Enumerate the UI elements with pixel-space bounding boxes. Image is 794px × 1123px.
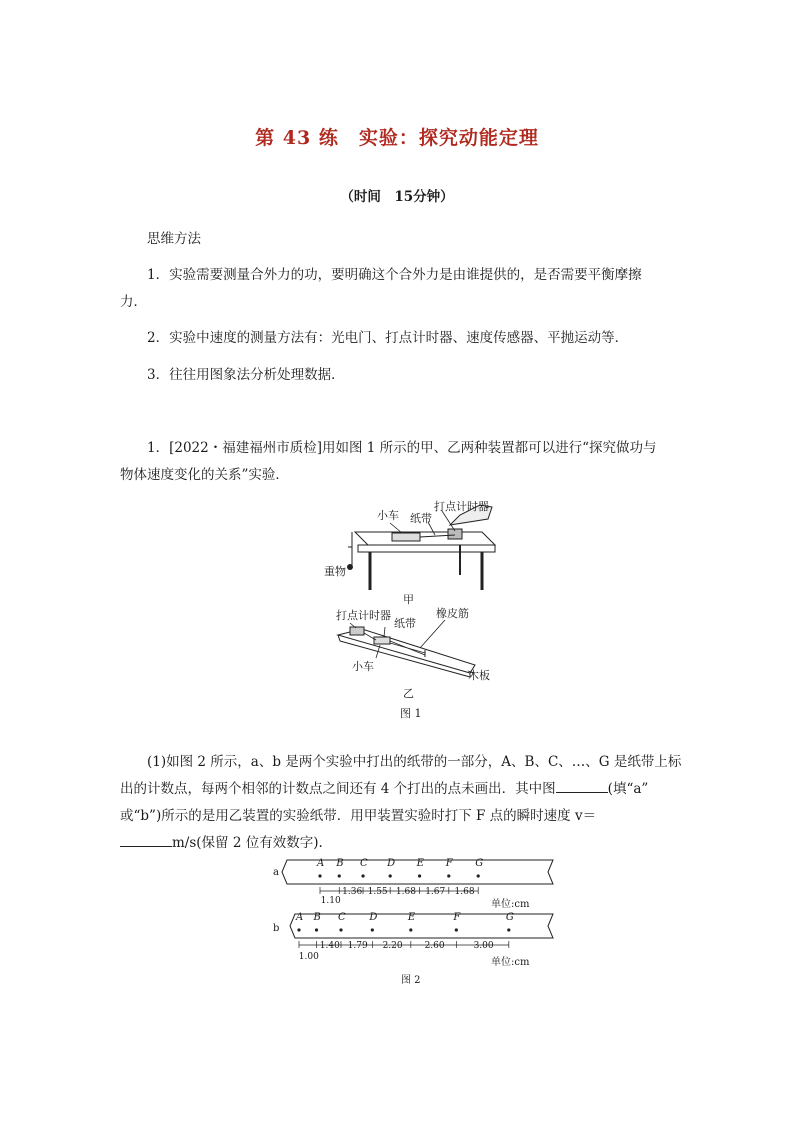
tape-a-label: a [273,867,279,878]
method-item-2: 2．实验中速度的测量方法有：光电门、打点计时器、速度传感器、平抛运动等． [147,330,629,346]
point-label: F [445,858,453,869]
tape-point [447,874,450,877]
tape-b-unit: 单位:cm [491,957,530,968]
tape-point [297,928,300,931]
interval-label: 1.10 [320,896,341,906]
point-label: C [338,912,346,923]
tape-b [273,912,553,968]
methods-heading: 思维方法 [147,231,201,247]
interval-label: 2.60 [424,941,445,951]
method-item-1-cont: 力． [120,294,147,310]
point-label: G [475,858,484,869]
label-tape-yi: 纸带 [394,617,416,630]
tape-b-label: b [273,923,280,934]
method-item-3: 3．往往用图象法分析处理数据． [147,367,345,383]
subq1-line-2-tail: (填“a” [607,781,649,797]
figure-2 [265,850,565,990]
label-timer-yi: 打点计时器 [336,609,391,622]
label-rubber: 橡皮筋 [436,607,469,620]
tape-a [273,858,553,910]
point-label: F [453,912,461,923]
interval-label: 1.79 [347,941,368,951]
figure-2-caption: 图 2 [401,975,421,986]
caption-yi: 乙 [403,687,414,700]
page-title: 第 43 练 实验：探究动能定理 [255,127,539,149]
point-label: A [317,858,325,869]
subq1-line-2-text: 出的计数点，每两个相邻的计数点之间还有 4 个打出的点未画出．其中图 [120,781,556,797]
time-limit: （时间 15分钟） [340,189,454,205]
tape-point [455,928,458,931]
caption-jia: 甲 [403,593,414,606]
point-label: D [369,912,378,923]
tape-point [339,928,342,931]
subq1-line-1: (1)如图 2 所示，a、b 是两个实验中打出的纸带的一部分，A、B、C、…、G 是纸带上标 [147,754,682,770]
subq1-line-2 [120,778,648,800]
tape-point [315,928,318,931]
subq1-line-3: 或“b”)所示的是用乙装置的实验纸带．用甲装置实验时打下 F 点的瞬时速度 v＝ [120,808,597,824]
interval-label: 1.68 [395,887,416,897]
interval-label: 1.36 [342,887,363,897]
label-tape-jia: 纸带 [410,512,432,525]
tape-point [371,928,374,931]
tape-point [361,874,364,877]
answer-blank-1[interactable] [556,778,608,793]
tape-point [338,874,341,877]
method-item-1: 1．实验需要测量合外力的功，要明确这个合外力是由谁提供的，是否需要平衡摩擦 [147,267,642,283]
tape-point [507,928,510,931]
tape-point [418,874,421,877]
tape-point [409,928,412,931]
figure-1-caption: 图 1 [400,707,422,720]
label-weight: 重物 [324,565,346,578]
tape-a-unit: 单位:cm [491,899,530,910]
interval-label: 1.67 [425,887,446,897]
apparatus-jia [324,499,495,606]
label-cart-yi: 小车 [352,660,374,673]
question-line-1: 1．[2022・福建福州市质检]用如图 1 所示的甲、乙两种装置都可以进行“探究做功与 [147,440,657,456]
point-label: G [505,912,514,923]
interval-label: 1.00 [298,952,319,962]
point-label: A [296,912,304,923]
tape-point [477,874,480,877]
figure-1 [310,495,510,725]
interval-label: 1.68 [454,887,475,897]
interval-label: 1.55 [367,887,388,897]
label-board: 木板 [468,669,490,682]
answer-blank-2[interactable] [120,832,172,847]
label-timer-jia: 打点计时器 [434,500,489,513]
interval-label: 1.40 [319,941,340,951]
interval-label: 3.00 [473,941,494,951]
interval-label: 2.20 [382,941,403,951]
point-label: B [336,858,344,869]
point-label: E [407,912,416,923]
point-label: B [313,912,321,923]
apparatus-yi [336,606,490,700]
point-label: D [387,858,396,869]
point-label: E [416,858,424,869]
label-cart-jia: 小车 [377,509,399,522]
point-label: C [360,858,368,869]
tape-point [318,874,321,877]
question-line-2: 物体速度变化的关系”实验． [120,467,289,483]
tape-point [389,874,392,877]
subq1-line-4-text: m/s(保留 2 位有效数字). [172,835,323,851]
